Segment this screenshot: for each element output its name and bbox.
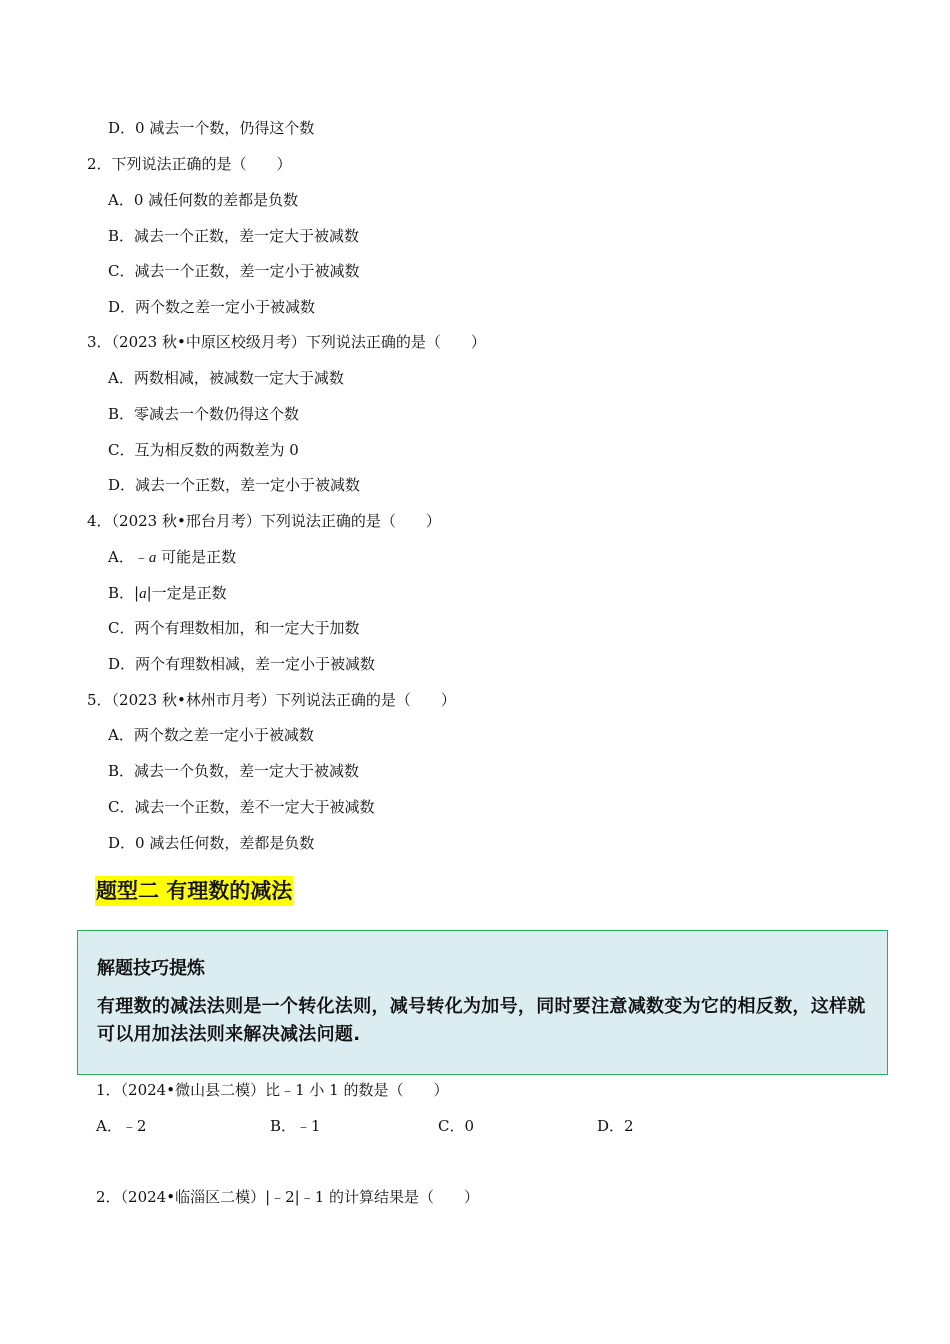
practice-1-stem: 1．（2024•微山县二模）比﹣1 小 1 的数是（ ） <box>96 1081 449 1099</box>
practice-1-option-c: C．0 <box>438 1117 475 1135</box>
question-3-option-b: B．零减去一个数仍得这个数 <box>108 405 300 423</box>
question-5-option-d: D．0 减去任何数，差都是负数 <box>108 834 315 852</box>
question-2-option-c: C．减去一个正数，差一定小于被减数 <box>108 262 360 280</box>
practice-2-stem: 2．（2024•临淄区二模）|﹣2|﹣1 的计算结果是（ ） <box>96 1188 480 1206</box>
question-5-option-a: A．两个数之差一定小于被减数 <box>108 726 314 744</box>
question-2-option-b: B．减去一个正数，差一定大于被减数 <box>108 227 360 245</box>
question-3-option-c: C．互为相反数的两数差为 0 <box>108 441 299 459</box>
question-4-option-b: B．|a|一定是正数 <box>108 584 227 602</box>
question-2-option-d: D．两个数之差一定小于被减数 <box>108 298 316 316</box>
option-d-zero-minus: D．0 减去一个数，仍得这个数 <box>108 119 315 137</box>
question-3-option-a: A．两数相减，被减数一定大于减数 <box>108 369 344 387</box>
question-4-option-a: A．﹣a 可能是正数 <box>108 548 237 566</box>
question-3-option-d: D．减去一个正数，差一定小于被减数 <box>108 476 361 494</box>
question-4-option-c: C．两个有理数相加，和一定大于加数 <box>108 619 360 637</box>
tips-body: 有理数的减法法则是一个转化法则，减号转化为加号，同时要注意减数变为它的相反数，这样就可以用加法法则来解决减法问题. <box>97 996 866 1045</box>
question-2-option-a: A．0 减任何数的差都是负数 <box>108 191 299 209</box>
tips-title: 解题技巧提炼 <box>97 958 205 979</box>
question-5-option-b: B．减去一个负数，差一定大于被减数 <box>108 762 360 780</box>
question-4-option-d: D．两个有理数相减，差一定小于被减数 <box>108 655 376 673</box>
question-4-stem: 4．（2023 秋•邢台月考）下列说法正确的是（ ） <box>87 512 441 530</box>
question-2-stem: 2．下列说法正确的是（ ） <box>87 155 292 173</box>
practice-1-option-a: A．﹣2 <box>96 1117 147 1135</box>
question-5-option-c: C．减去一个正数，差不一定大于被减数 <box>108 798 375 816</box>
question-5-stem: 5．（2023 秋•林州市月考）下列说法正确的是（ ） <box>87 691 456 709</box>
practice-1-option-d: D．2 <box>597 1117 634 1135</box>
tips-box <box>77 930 888 1075</box>
question-3-stem: 3．（2023 秋•中原区校级月考）下列说法正确的是（ ） <box>87 333 486 351</box>
section-heading: 题型二 有理数的减法 <box>95 876 293 906</box>
practice-1-option-b: B．﹣1 <box>270 1117 321 1135</box>
